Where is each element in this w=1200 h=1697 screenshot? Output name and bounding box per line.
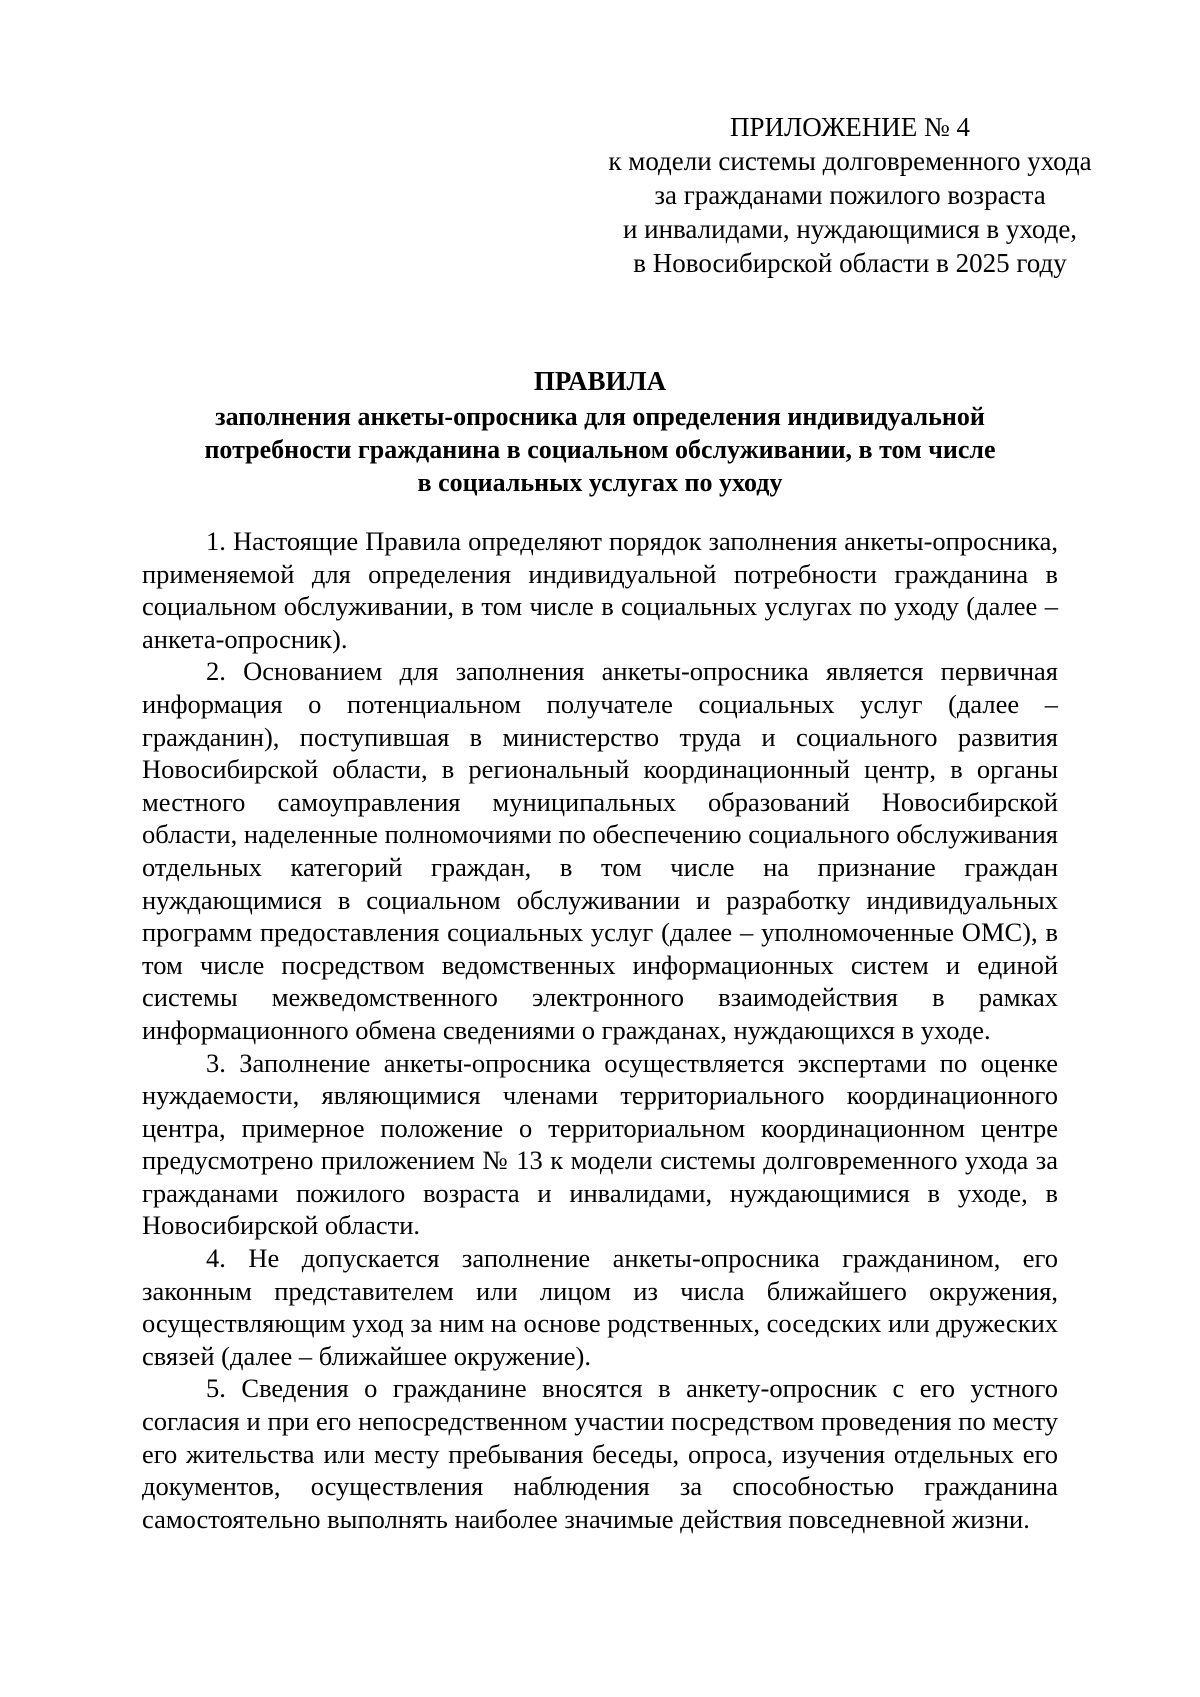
document-subtitle-line: потребности гражданина в социальном обслуживании, в том числе — [204, 435, 996, 464]
appendix-header — [570, 110, 1130, 280]
document-title: ПРАВИЛА — [533, 366, 667, 396]
paragraph-4: 4. Не допускается заполнение анкеты-опросника гражданином, его законным представителем или лицом из числа ближайшего окружения, осуществляющим уход за ним на основе родственных, соседских или дружеских связей (далее – ближайшее окружение). — [142, 1243, 1058, 1371]
appendix-reference-line: в Новосибирской области в 2025 году — [633, 248, 1067, 278]
appendix-reference-line: к модели системы долговременного ухода — [608, 146, 1092, 176]
paragraph-2: 2. Основанием для заполнения анкеты-опросника является первичная информация о потенциальном получателе социальных услуг (далее – гражданин), поступившая в министерство труда и социального развития Новосибирской области, в региональный координационный центр, в органы местного самоуправления муниципальных образований Новосибирской области, наделенные полномочиями по обеспечению социального обслуживания отдельных категорий граждан, в том числе на признание граждан нуждающимися в социальном обслуживании и разработку индивидуальных программ предоставления социальных услуг (далее – уполномоченные ОМС), в том числе посредством ведомственных информационных систем и единой системы межведомственного электронного взаимодействия в рамках информационного обмена сведениями о гражданах, нуждающихся в уходе. — [142, 656, 1058, 1045]
document-body — [142, 525, 1058, 1535]
document-title-block — [145, 365, 1055, 499]
document-subtitle-line: в социальных услугах по уходу — [417, 468, 783, 497]
appendix-number: ПРИЛОЖЕНИЕ № 4 — [729, 112, 971, 142]
paragraph-3: 3. Заполнение анкеты-опросника осуществляется экспертами по оценке нуждаемости, являющимися членами территориального координационного центра, примерное положение о территориальном координационном центре предусмотрено приложением № 13 к модели системы долговременного ухода за гражданами пожилого возраста и инвалидами, нуждающимися в уходе, в Новосибирской области. — [142, 1047, 1058, 1241]
paragraph-1: 1. Настоящие Правила определяют порядок заполнения анкеты-опросника, применяемой для определения индивидуальной потребности гражданина в социальном обслуживании, в том числе в социальных услугах по уходу (далее – анкета-опросник). — [142, 526, 1058, 654]
appendix-reference-line: за гражданами пожилого возраста — [654, 180, 1046, 210]
paragraph-5: 5. Сведения о гражданине вносятся в анкету-опросник с его устного согласия и при его непосредственном участии посредством проведения по месту его жительства или месту пребывания беседы, опроса, изучения отдельных его документов, осуществления наблюдения за способностью гражданина самостоятельно выполнять наиболее значимые действия повседневной жизни. — [142, 1373, 1058, 1534]
appendix-reference-line: и инвалидами, нуждающимися в уходе, — [622, 214, 1078, 244]
document-subtitle-line: заполнения анкеты-опросника для определения индивидуальной — [215, 402, 985, 431]
